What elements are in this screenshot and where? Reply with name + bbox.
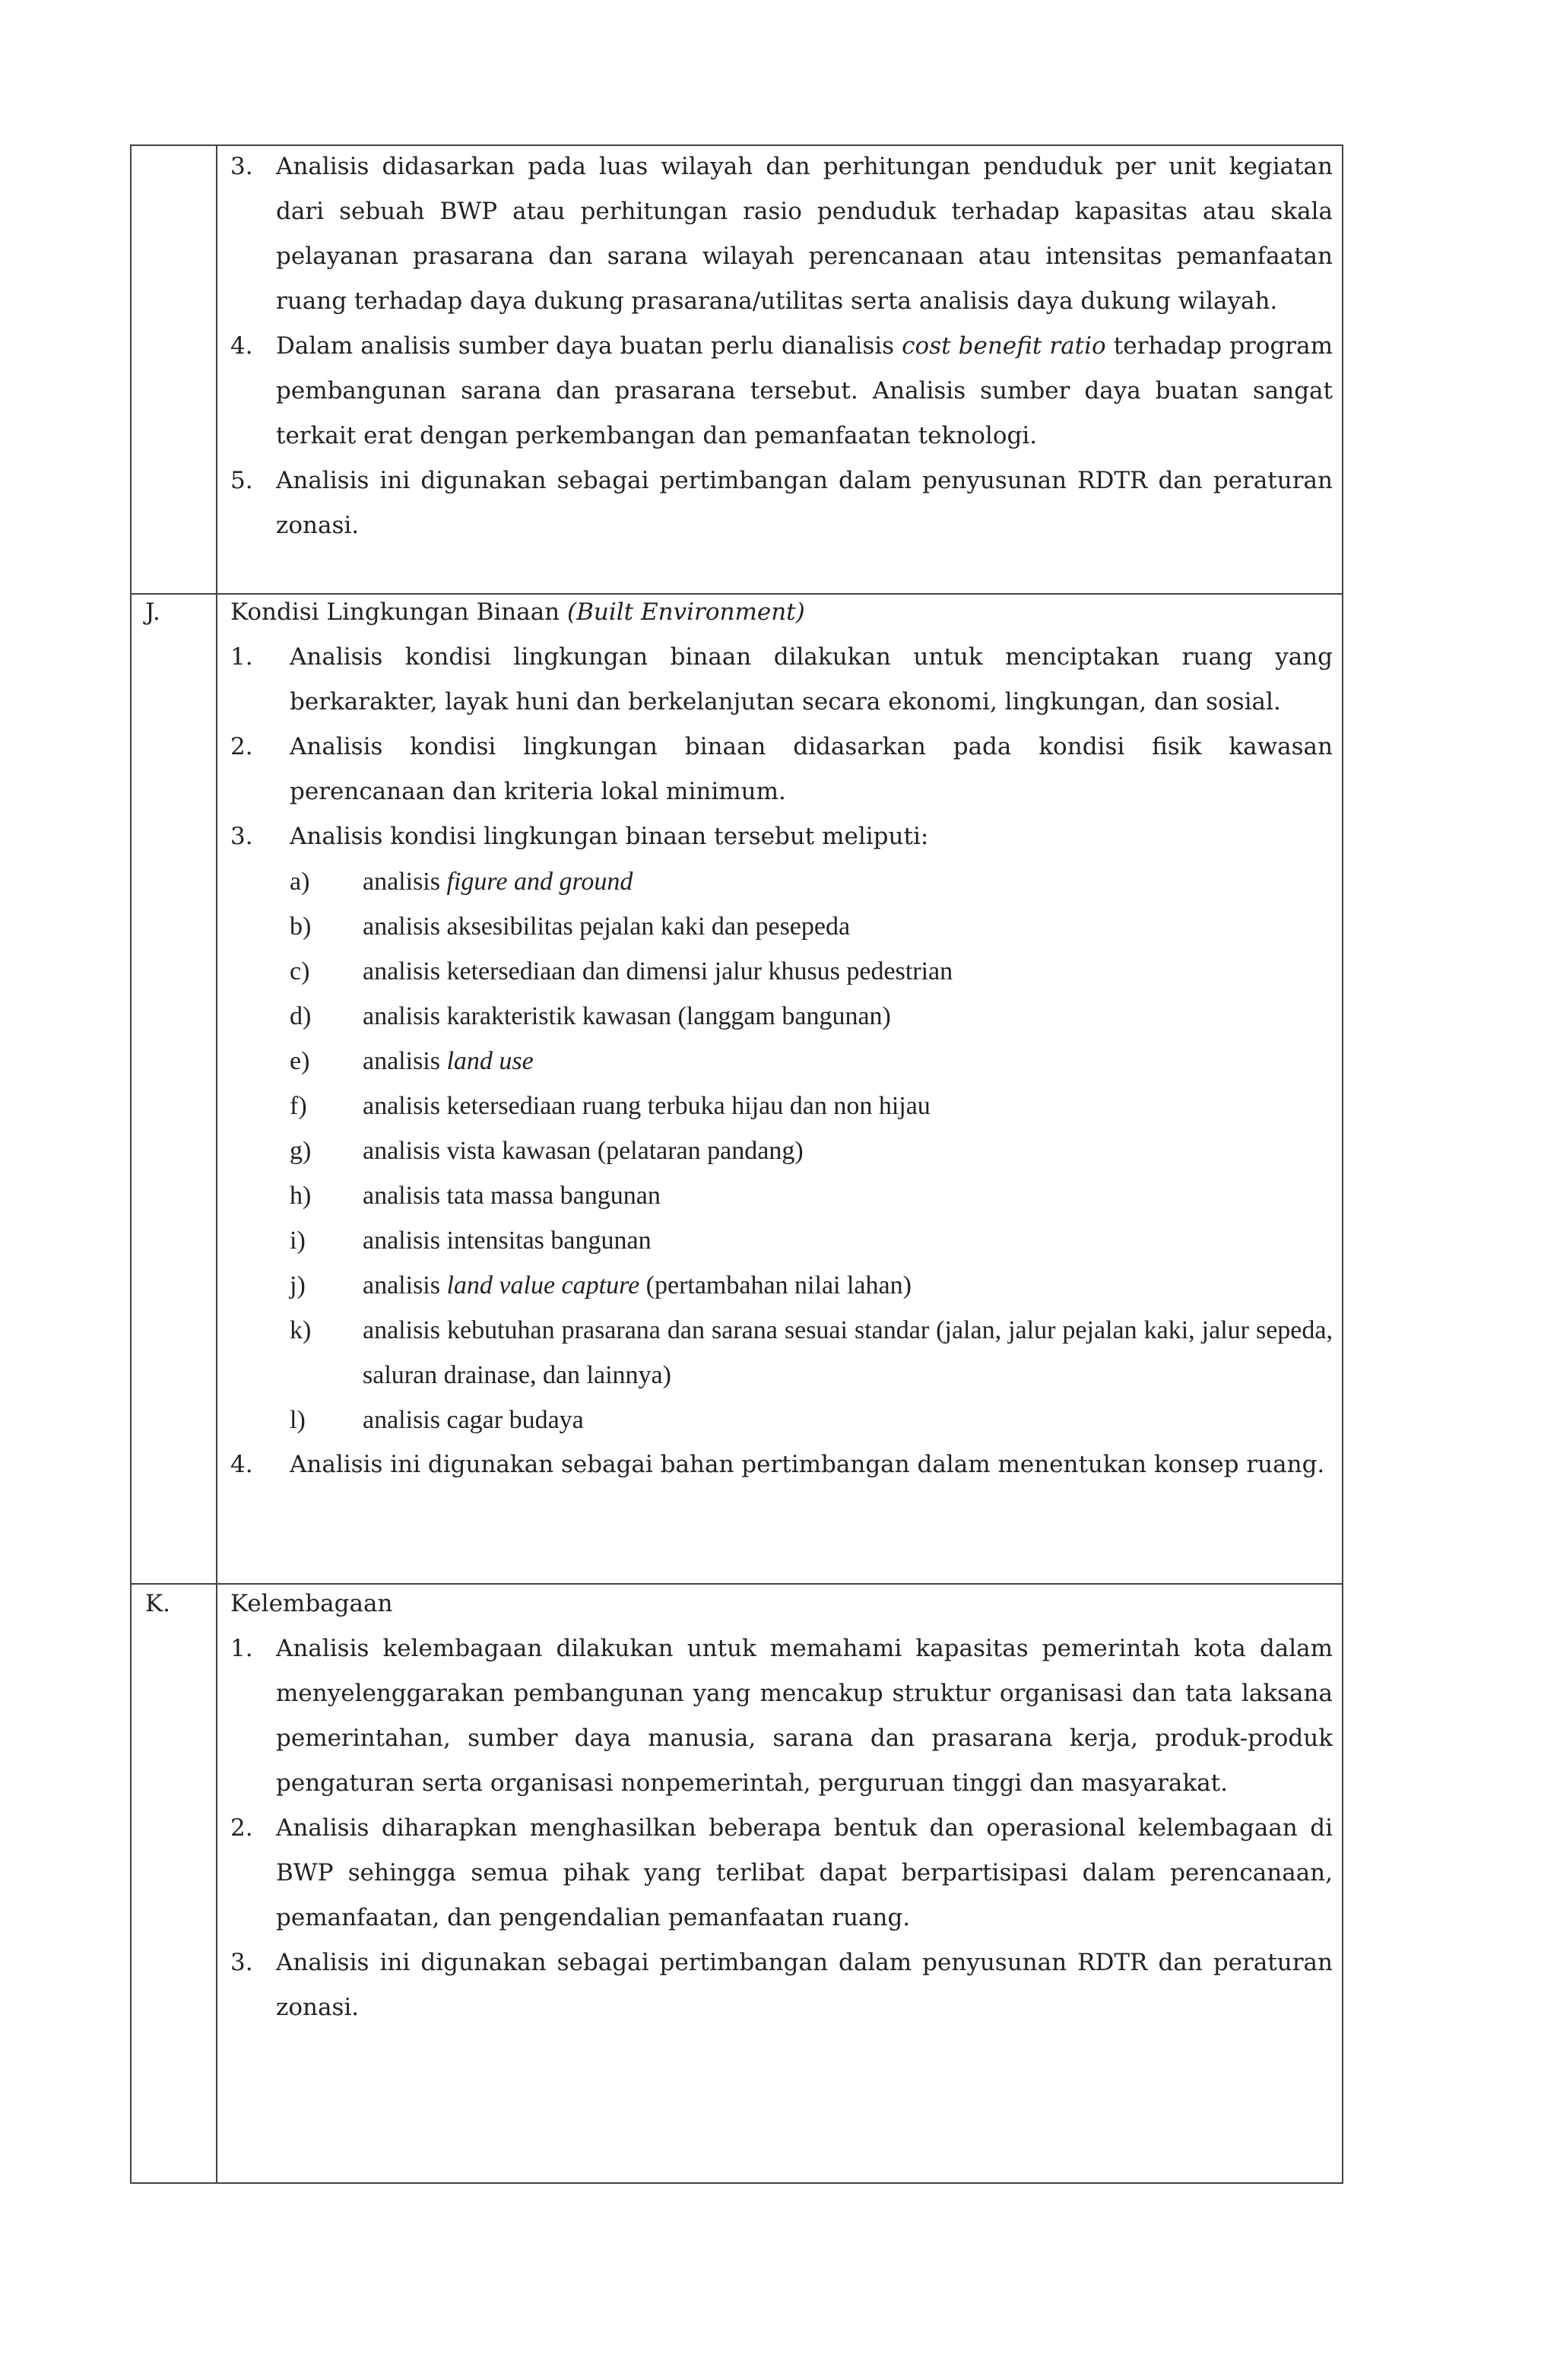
- sub-list-item: [290, 1128, 1333, 1173]
- sub-list-item: [290, 1398, 1333, 1442]
- section-letter: K.: [145, 1590, 171, 1617]
- sub-list-letter: g): [290, 1137, 312, 1165]
- sub-list-item: [290, 1039, 1333, 1084]
- section-j-list: [230, 635, 1333, 1487]
- sub-list-text: analisis: [363, 1047, 447, 1075]
- column-divider: [216, 146, 217, 595]
- list-text: Analisis kelembagaan dilakukan untuk memahami kapasitas pemerintah kota dalam menyelenggarakan pembangunan yang mencakup struktur organisasi dan tata laksana pemerintahan, sumber daya manusia, sarana dan prasarana kerja, produk-produk pengaturan serta organisasi nonpemerintah, perguruan tinggi dan masyarakat.: [276, 1635, 1333, 1797]
- list-item: [230, 144, 1333, 324]
- list-number: 5.: [230, 467, 253, 494]
- sub-list-letter: e): [290, 1047, 310, 1075]
- table-row-section-k: [132, 1583, 1342, 2184]
- sub-list-letter: d): [290, 1002, 312, 1030]
- sub-list-item: [290, 994, 1333, 1039]
- section-title-text: Kondisi Lingkungan Binaan: [230, 598, 568, 626]
- list-item: [230, 1806, 1333, 1940]
- sub-list-text: analisis kebutuhan prasarana dan sarana sesuai standar (jalan, jalur pejalan kaki, jalur sepeda, saluran drainase, dan lainnya): [363, 1316, 1333, 1389]
- sub-list-letter: j): [290, 1271, 306, 1299]
- sub-list-text: analisis intensitas bangunan: [363, 1226, 652, 1255]
- section-i-list: [230, 144, 1333, 548]
- section-k-list: [230, 1626, 1333, 2030]
- sub-list-text: analisis karakteristik kawasan (langgam bangunan): [363, 1002, 891, 1030]
- list-text: terhadap program pembangunan sarana dan prasarana tersebut. Analisis sumber daya buatan sangat terkait erat dengan perkembangan dan pemanfaatan teknologi.: [276, 332, 1333, 449]
- sub-list-item: [290, 1173, 1333, 1218]
- list-text: Analisis ini digunakan sebagai pertimbangan dalam penyusunan RDTR dan peraturan zonasi.: [276, 467, 1333, 539]
- section-j-content: [230, 590, 1333, 1487]
- list-item: [230, 725, 1333, 814]
- section-i-content: [230, 144, 1333, 548]
- list-item: [230, 1442, 1333, 1487]
- sub-list-letter: l): [290, 1406, 306, 1434]
- section-title: [230, 590, 1333, 635]
- list-number: 2.: [230, 733, 253, 760]
- sub-list-letter: i): [290, 1226, 306, 1255]
- list-text: Analisis ini digunakan sebagai bahan pertimbangan dalam menentukan konsep ruang.: [290, 1451, 1325, 1478]
- sub-list-item: [290, 859, 1333, 904]
- sub-list-letter: k): [290, 1316, 312, 1344]
- table-row-section-j: [132, 593, 1342, 1585]
- sub-list-text: analisis vista kawasan (pelataran pandang): [363, 1137, 804, 1165]
- sub-list-text: analisis cagar budaya: [363, 1406, 584, 1434]
- list-item: [230, 1940, 1333, 2030]
- sub-list-italic: land value capture: [446, 1271, 640, 1299]
- column-divider: [216, 1585, 217, 2184]
- sub-list: [290, 859, 1333, 1442]
- section-title: Kelembagaan: [230, 1590, 393, 1617]
- section-title-italic: (Built Environment): [567, 598, 805, 626]
- sub-list-letter: h): [290, 1182, 312, 1210]
- sub-list-item: [290, 1218, 1333, 1263]
- sub-list-item: [290, 1263, 1333, 1308]
- sub-list-text: analisis: [363, 1271, 447, 1299]
- list-number: 1.: [230, 1635, 253, 1662]
- list-text: Analisis didasarkan pada luas wilayah dan perhitungan penduduk per unit kegiatan dari sebuah BWP atau perhitungan rasio penduduk terhadap kapasitas atau skala pelayanan prasarana dan sarana wilayah perencanaan atau intensitas pemanfaatan ruang terhadap daya dukung prasarana/utilitas serta analisis daya dukung wilayah.: [276, 153, 1333, 315]
- list-number: 3.: [230, 1949, 253, 1976]
- list-item: [230, 814, 1333, 1442]
- section-k-content: [230, 1582, 1333, 2030]
- list-item: [230, 1626, 1333, 1806]
- sub-list-item: [290, 904, 1333, 949]
- sub-list-letter: a): [290, 868, 310, 896]
- list-text: Analisis kondisi lingkungan binaan tersebut meliputi:: [290, 823, 929, 850]
- sub-list-text: (pertambahan nilai lahan): [639, 1271, 912, 1299]
- sub-list-letter: f): [290, 1092, 307, 1120]
- list-number: 3.: [230, 823, 253, 850]
- list-item: [230, 635, 1333, 725]
- list-text: Dalam analisis sumber daya buatan perlu dianalisis: [276, 332, 902, 360]
- sub-list-item: [290, 949, 1333, 994]
- table-row-section-i: [132, 146, 1342, 595]
- sub-list-italic: land use: [446, 1047, 534, 1075]
- list-text: Analisis kondisi lingkungan binaan didasarkan pada kondisi fisik kawasan perencanaan dan kriteria lokal minimum.: [290, 733, 1333, 805]
- sub-list-italic: figure and ground: [446, 868, 633, 896]
- list-item: [230, 324, 1333, 459]
- list-number: 4.: [230, 332, 253, 360]
- list-number: 1.: [230, 643, 253, 671]
- sub-list-letter: b): [290, 912, 312, 941]
- sub-list-item: [290, 1308, 1333, 1398]
- sub-list-text: analisis ketersediaan dan dimensi jalur khusus pedestrian: [363, 957, 953, 985]
- list-text: Analisis ini digunakan sebagai pertimbangan dalam penyusunan RDTR dan peraturan zonasi.: [276, 1949, 1333, 2021]
- sub-list-text: analisis tata massa bangunan: [363, 1182, 661, 1210]
- list-item: [230, 459, 1333, 548]
- list-text-italic: cost benefit ratio: [902, 332, 1106, 360]
- document-table: [130, 144, 1343, 2184]
- sub-list-letter: c): [290, 957, 310, 985]
- sub-list-text: analisis: [363, 868, 447, 896]
- sub-list-text: analisis ketersediaan ruang terbuka hijau dan non hijau: [363, 1092, 931, 1120]
- list-number: 4.: [230, 1451, 253, 1478]
- column-divider: [216, 595, 217, 1585]
- list-number: 2.: [230, 1814, 253, 1842]
- list-text: Analisis kondisi lingkungan binaan dilakukan untuk menciptakan ruang yang berkarakter, layak huni dan berkelanjutan secara ekonomi, lingkungan, dan sosial.: [290, 643, 1333, 716]
- sub-list-item: [290, 1084, 1333, 1128]
- list-number: 3.: [230, 153, 253, 180]
- sub-list-text: analisis aksesibilitas pejalan kaki dan pesepeda: [363, 912, 851, 941]
- list-text: Analisis diharapkan menghasilkan beberapa bentuk dan operasional kelembagaan di BWP sehingga semua pihak yang terlibat dapat berpartisipasi dalam perencanaan, pemanfaatan, dan pengendalian pemanfaatan ruang.: [276, 1814, 1333, 1931]
- section-letter: J.: [145, 598, 160, 626]
